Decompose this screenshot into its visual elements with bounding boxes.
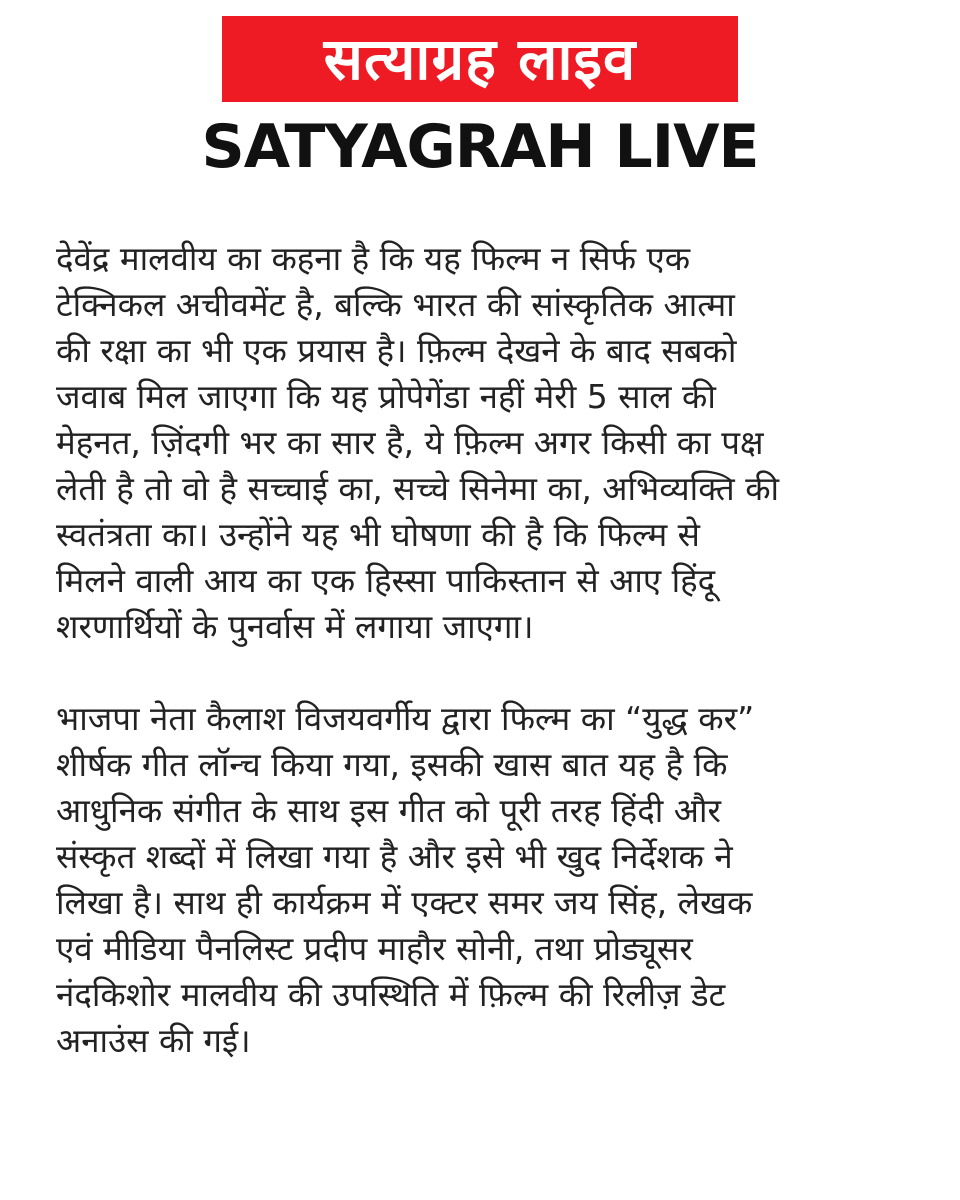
text-line: नंदकिशोर मालवीय की उपस्थिति में फ़िल्म की रिलीज़ डेट xyxy=(56,975,726,1014)
text-line: शीर्षक गीत लॉन्च किया गया, इसकी खास बात यह है कि xyxy=(56,745,728,784)
text-line: अनाउंस की गई। xyxy=(56,1021,251,1060)
text-line: लेती है तो वो है सच्चाई का, सच्चे सिनेमा का, अभिव्यक्ति की xyxy=(56,469,780,508)
text-line: टेक्निकल अचीवमेंट है, बल्कि भारत की सांस्कृतिक आत्मा xyxy=(56,285,735,324)
logo-red-band xyxy=(222,16,738,102)
text-line: लिखा है। साथ ही कार्यक्रम में एक्टर समर जय सिंह, लेखक xyxy=(56,883,753,922)
masthead-logo xyxy=(201,16,759,186)
paragraph-spacer xyxy=(56,650,916,696)
article-body xyxy=(56,236,916,1064)
article-paragraph-2 xyxy=(56,696,916,1064)
logo-english-title: SATYAGRAH LIVE xyxy=(201,112,759,182)
text-line: की रक्षा का भी एक प्रयास है। फ़िल्म देखने के बाद सबको xyxy=(56,331,737,370)
article-paragraph-1 xyxy=(56,236,916,650)
text-line: संस्कृत शब्दों में लिखा गया है और इसे भी खुद निर्देशक ने xyxy=(56,837,733,876)
text-line: शरणार्थियों के पुनर्वास में लगाया जाएगा। xyxy=(56,607,534,646)
text-line: मिलने वाली आय का एक हिस्सा पाकिस्तान से आए हिंदू xyxy=(56,561,716,600)
text-line: भाजपा नेता कैलाश विजयवर्गीय द्वारा फिल्म का “युद्ध कर” xyxy=(56,699,755,738)
text-line: जवाब मिल जाएगा कि यह प्रोपेगेंडा नहीं मेरी 5 साल की xyxy=(56,377,716,416)
text-line: एवं मीडिया पैनलिस्ट प्रदीप माहौर सोनी, तथा प्रोड्यूसर xyxy=(56,929,693,968)
text-line: स्वतंत्रता का। उन्होंने यह भी घोषणा की है कि फिल्म से xyxy=(56,515,700,554)
logo-hindi-title: सत्याग्रह लाइव xyxy=(323,25,637,93)
text-line: आधुनिक संगीत के साथ इस गीत को पूरी तरह हिंदी और xyxy=(56,791,722,830)
text-line: मेहनत, ज़िंदगी भर का सार है, ये फ़िल्म अगर किसी का पक्ष xyxy=(56,423,764,462)
text-line: देवेंद्र मालवीय का कहना है कि यह फिल्म न सिर्फ एक xyxy=(56,239,691,278)
